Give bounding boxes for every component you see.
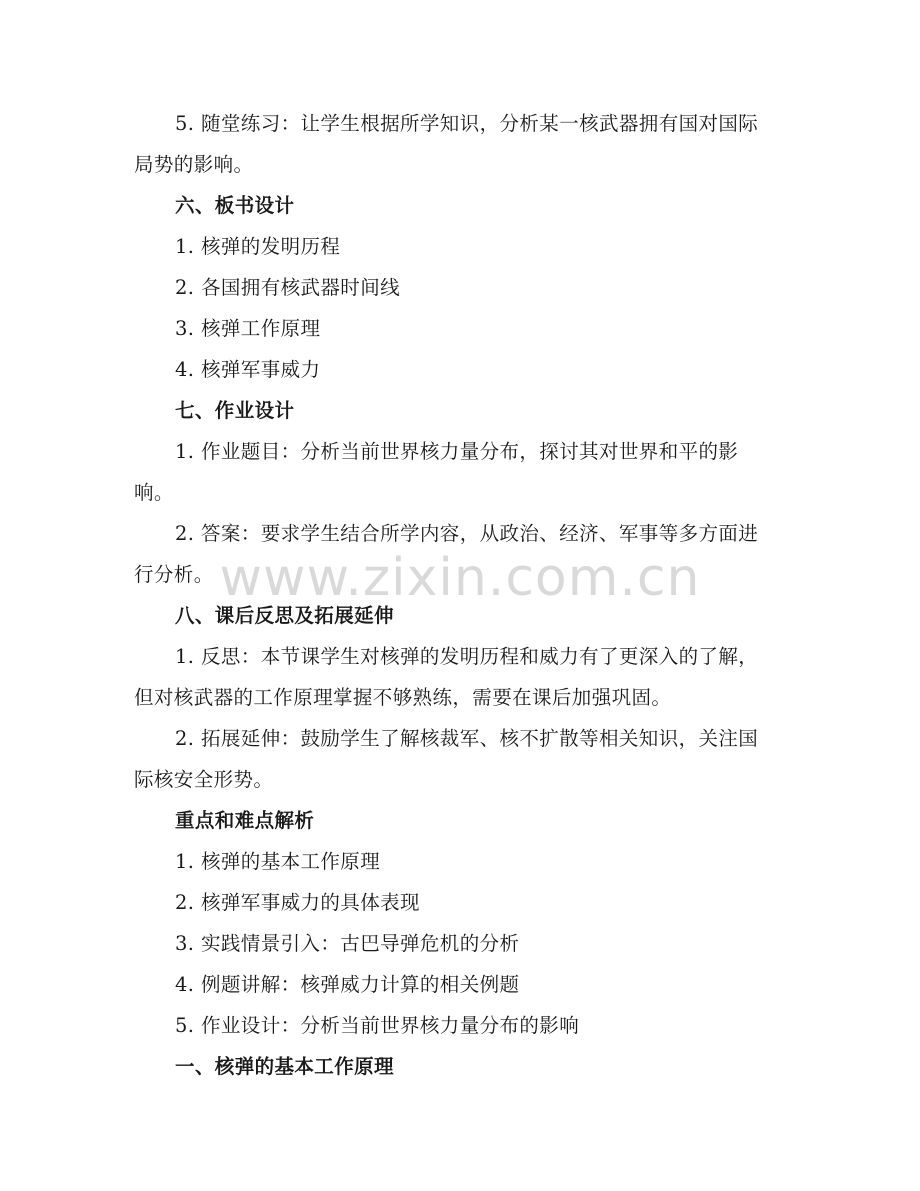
section-heading-reflection: 八、课后反思及拓展延伸 — [175, 604, 394, 627]
watermark-text: www.zixin.com.cn — [219, 548, 701, 608]
list-item: 2. 各国拥有核武器时间线 — [175, 276, 401, 299]
list-item: 1. 核弹的基本工作原理 — [175, 850, 381, 873]
list-item: 1. 核弹的发明历程 — [175, 235, 341, 258]
list-item: 4. 例题讲解：核弹威力计算的相关例题 — [175, 973, 520, 996]
list-item: 4. 核弹军事威力 — [175, 358, 321, 381]
list-item: 5. 作业设计：分析当前世界核力量分布的影响 — [175, 1014, 580, 1037]
list-item: 3. 实践情景引入：古巴导弹危机的分析 — [175, 932, 520, 955]
section-heading-homework-design: 七、作业设计 — [175, 399, 295, 422]
paragraph-homework-topic: 1. 作业题目：分析当前世界核力量分布，探讨其对世界和平的影响。 — [134, 440, 739, 504]
list-item: 2. 核弹军事威力的具体表现 — [175, 891, 420, 914]
section-heading-board-design: 六、板书设计 — [175, 194, 295, 217]
document-body — [134, 103, 774, 1087]
section-heading-working-principle: 一、核弹的基本工作原理 — [175, 1055, 394, 1078]
paragraph-extension: 2. 拓展延伸：鼓励学生了解核裁军、核不扩散等相关知识，关注国际核安全形势。 — [134, 727, 759, 791]
paragraph-reflection: 1. 反思：本节课学生对核弹的发明历程和威力有了更深入的了解，但对核武器的工作原理掌握不够熟练，需要在课后加强巩固。 — [134, 645, 759, 709]
list-item: 3. 核弹工作原理 — [175, 317, 321, 340]
section-heading-key-points: 重点和难点解析 — [175, 809, 315, 832]
paragraph-classroom-exercise: 5. 随堂练习：让学生根据所学知识，分析某一核武器拥有国对国际局势的影响。 — [134, 112, 759, 176]
paragraph-homework-answer: 2. 答案：要求学生结合所学内容，从政治、经济、军事等多方面进行分析。 — [134, 522, 759, 586]
